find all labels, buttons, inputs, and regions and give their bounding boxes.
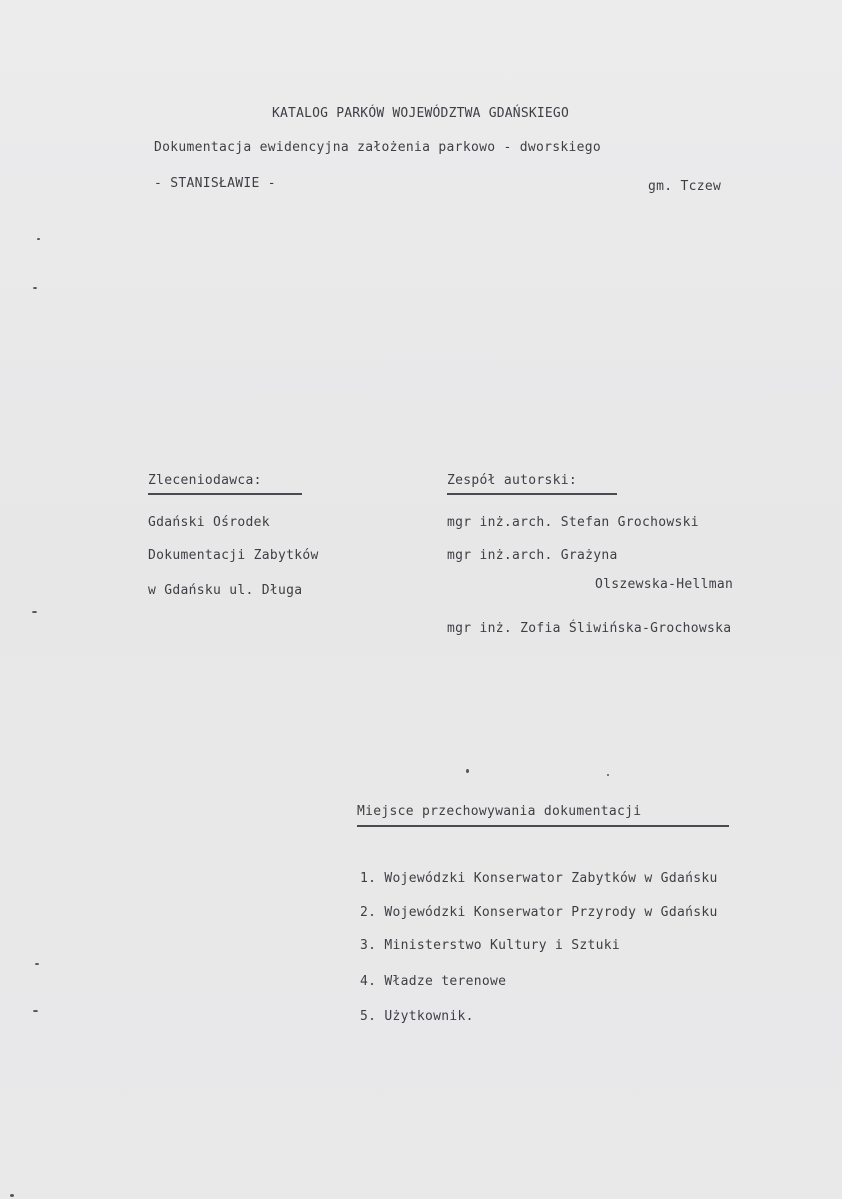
storage-heading-underline <box>357 825 729 827</box>
author-line: mgr inż.arch. Stefan Grochowski <box>447 515 699 530</box>
client-line: Gdański Ośrodek <box>148 515 270 530</box>
storage-item: 2. Wojewódzki Konserwator Przyrody w Gdańsku <box>360 905 718 920</box>
estate-name: - STANISŁAWIE - <box>154 176 276 191</box>
paper-speck <box>10 1194 14 1197</box>
authors-heading: Zespół autorski: <box>447 473 578 488</box>
paper-speck <box>607 774 609 776</box>
paper-speck <box>466 769 469 773</box>
authors-heading-underline <box>447 493 617 495</box>
client-heading: Zleceniodawca: <box>148 473 262 488</box>
paper-speck <box>37 238 40 240</box>
storage-item: 1. Wojewódzki Konserwator Zabytków w Gdańsku <box>360 871 718 886</box>
author-line: mgr inż. Zofia Śliwińska-Grochowska <box>447 621 732 636</box>
paper-speck <box>33 287 37 289</box>
catalog-title: KATALOG PARKÓW WOJEWÓDZTWA GDAŃSKIEGO <box>272 106 569 121</box>
paper-speck <box>35 963 39 965</box>
document-subtitle: Dokumentacja ewidencyjna założenia parkowo - dworskiego <box>154 140 601 155</box>
storage-heading: Miejsce przechowywania dokumentacji <box>357 804 642 819</box>
paper-speck <box>32 611 37 613</box>
client-line: Dokumentacji Zabytków <box>148 548 319 563</box>
author-line: Olszewska-Hellman <box>595 577 734 592</box>
client-heading-underline <box>148 493 302 495</box>
commune-label: gm. Tczew <box>648 179 722 194</box>
author-line: mgr inż.arch. Grażyna <box>447 548 618 563</box>
storage-item: 4. Władze terenowe <box>360 974 507 989</box>
client-line: w Gdańsku ul. Długa <box>148 583 303 598</box>
storage-item: 5. Użytkownik. <box>360 1009 474 1024</box>
paper-speck <box>33 1010 38 1012</box>
storage-item: 3. Ministerstwo Kultury i Sztuki <box>360 938 621 953</box>
